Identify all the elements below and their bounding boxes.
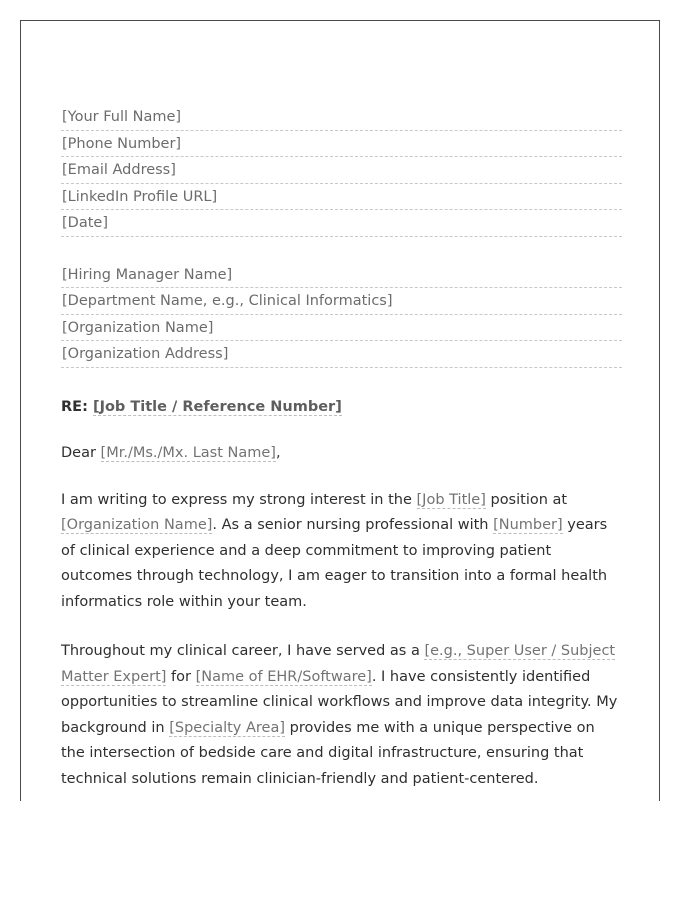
paragraph-text: provides me with a unique perspective on the intersection of bedside care and digital infrastructure, ensuring that technical solutions remain clinician-friendly and patient-centered. (61, 719, 595, 787)
job-title-reference-field[interactable]: [Job Title / Reference Number] (92, 398, 342, 415)
paragraph-text: years of clinical experience and a deep commitment to improving patient outcomes through technology, I am eager to transition into a formal health informatics role within your team. (61, 517, 608, 610)
sender-phone-field[interactable]: [Phone Number] (61, 131, 622, 158)
ehr-software-field[interactable]: [Name of EHR/Software] (195, 668, 372, 685)
paragraph-text: I am writing to express my strong interest in the (61, 491, 412, 508)
sender-email-field[interactable]: [Email Address] (61, 157, 622, 184)
recipient-block (61, 262, 622, 368)
recipient-last-name-field[interactable]: [Mr./Ms./Mx. Last Name] (100, 444, 276, 461)
organization-name-inline-field[interactable]: [Organization Name] (61, 517, 213, 533)
specialty-area-field[interactable]: [Specialty Area] (169, 719, 286, 736)
organization-address-field[interactable]: [Organization Address] (61, 341, 622, 368)
body-paragraph-1 (61, 488, 622, 616)
reference-line (61, 396, 622, 418)
department-field[interactable]: [Department Name, e.g., Clinical Informatics] (61, 288, 622, 315)
reference-label: RE: (61, 398, 88, 415)
job-title-field[interactable]: [Job Title] (416, 491, 486, 508)
hiring-manager-field[interactable]: [Hiring Manager Name] (61, 262, 622, 289)
body-paragraph-2 (61, 639, 622, 792)
letter-page (20, 20, 660, 801)
salutation (61, 442, 622, 464)
paragraph-text: . I have consistently identified opportunities to streamline clinical workflows and improve data integrity. My background in (61, 668, 618, 736)
paragraph-text: position at (490, 491, 568, 508)
years-number-field[interactable]: [Number] (493, 517, 563, 533)
role-example-field[interactable]: [e.g., Super User / Subject Matter Expert] (61, 643, 616, 685)
block-spacer (61, 237, 622, 262)
sender-full-name-field[interactable]: [Your Full Name] (61, 104, 622, 131)
paragraph-text: . As a senior nursing professional with (212, 517, 489, 533)
letter-content (61, 104, 622, 792)
date-field[interactable]: [Date] (61, 210, 622, 237)
paragraph-text: for (171, 668, 191, 685)
organization-name-field[interactable]: [Organization Name] (61, 315, 622, 342)
sender-block (61, 104, 622, 237)
salutation-prefix: Dear (61, 444, 96, 461)
salutation-comma: , (275, 444, 281, 461)
paragraph-text: Throughout my clinical career, I have served as a (61, 643, 420, 659)
sender-linkedin-field[interactable]: [LinkedIn Profile URL] (61, 184, 622, 211)
